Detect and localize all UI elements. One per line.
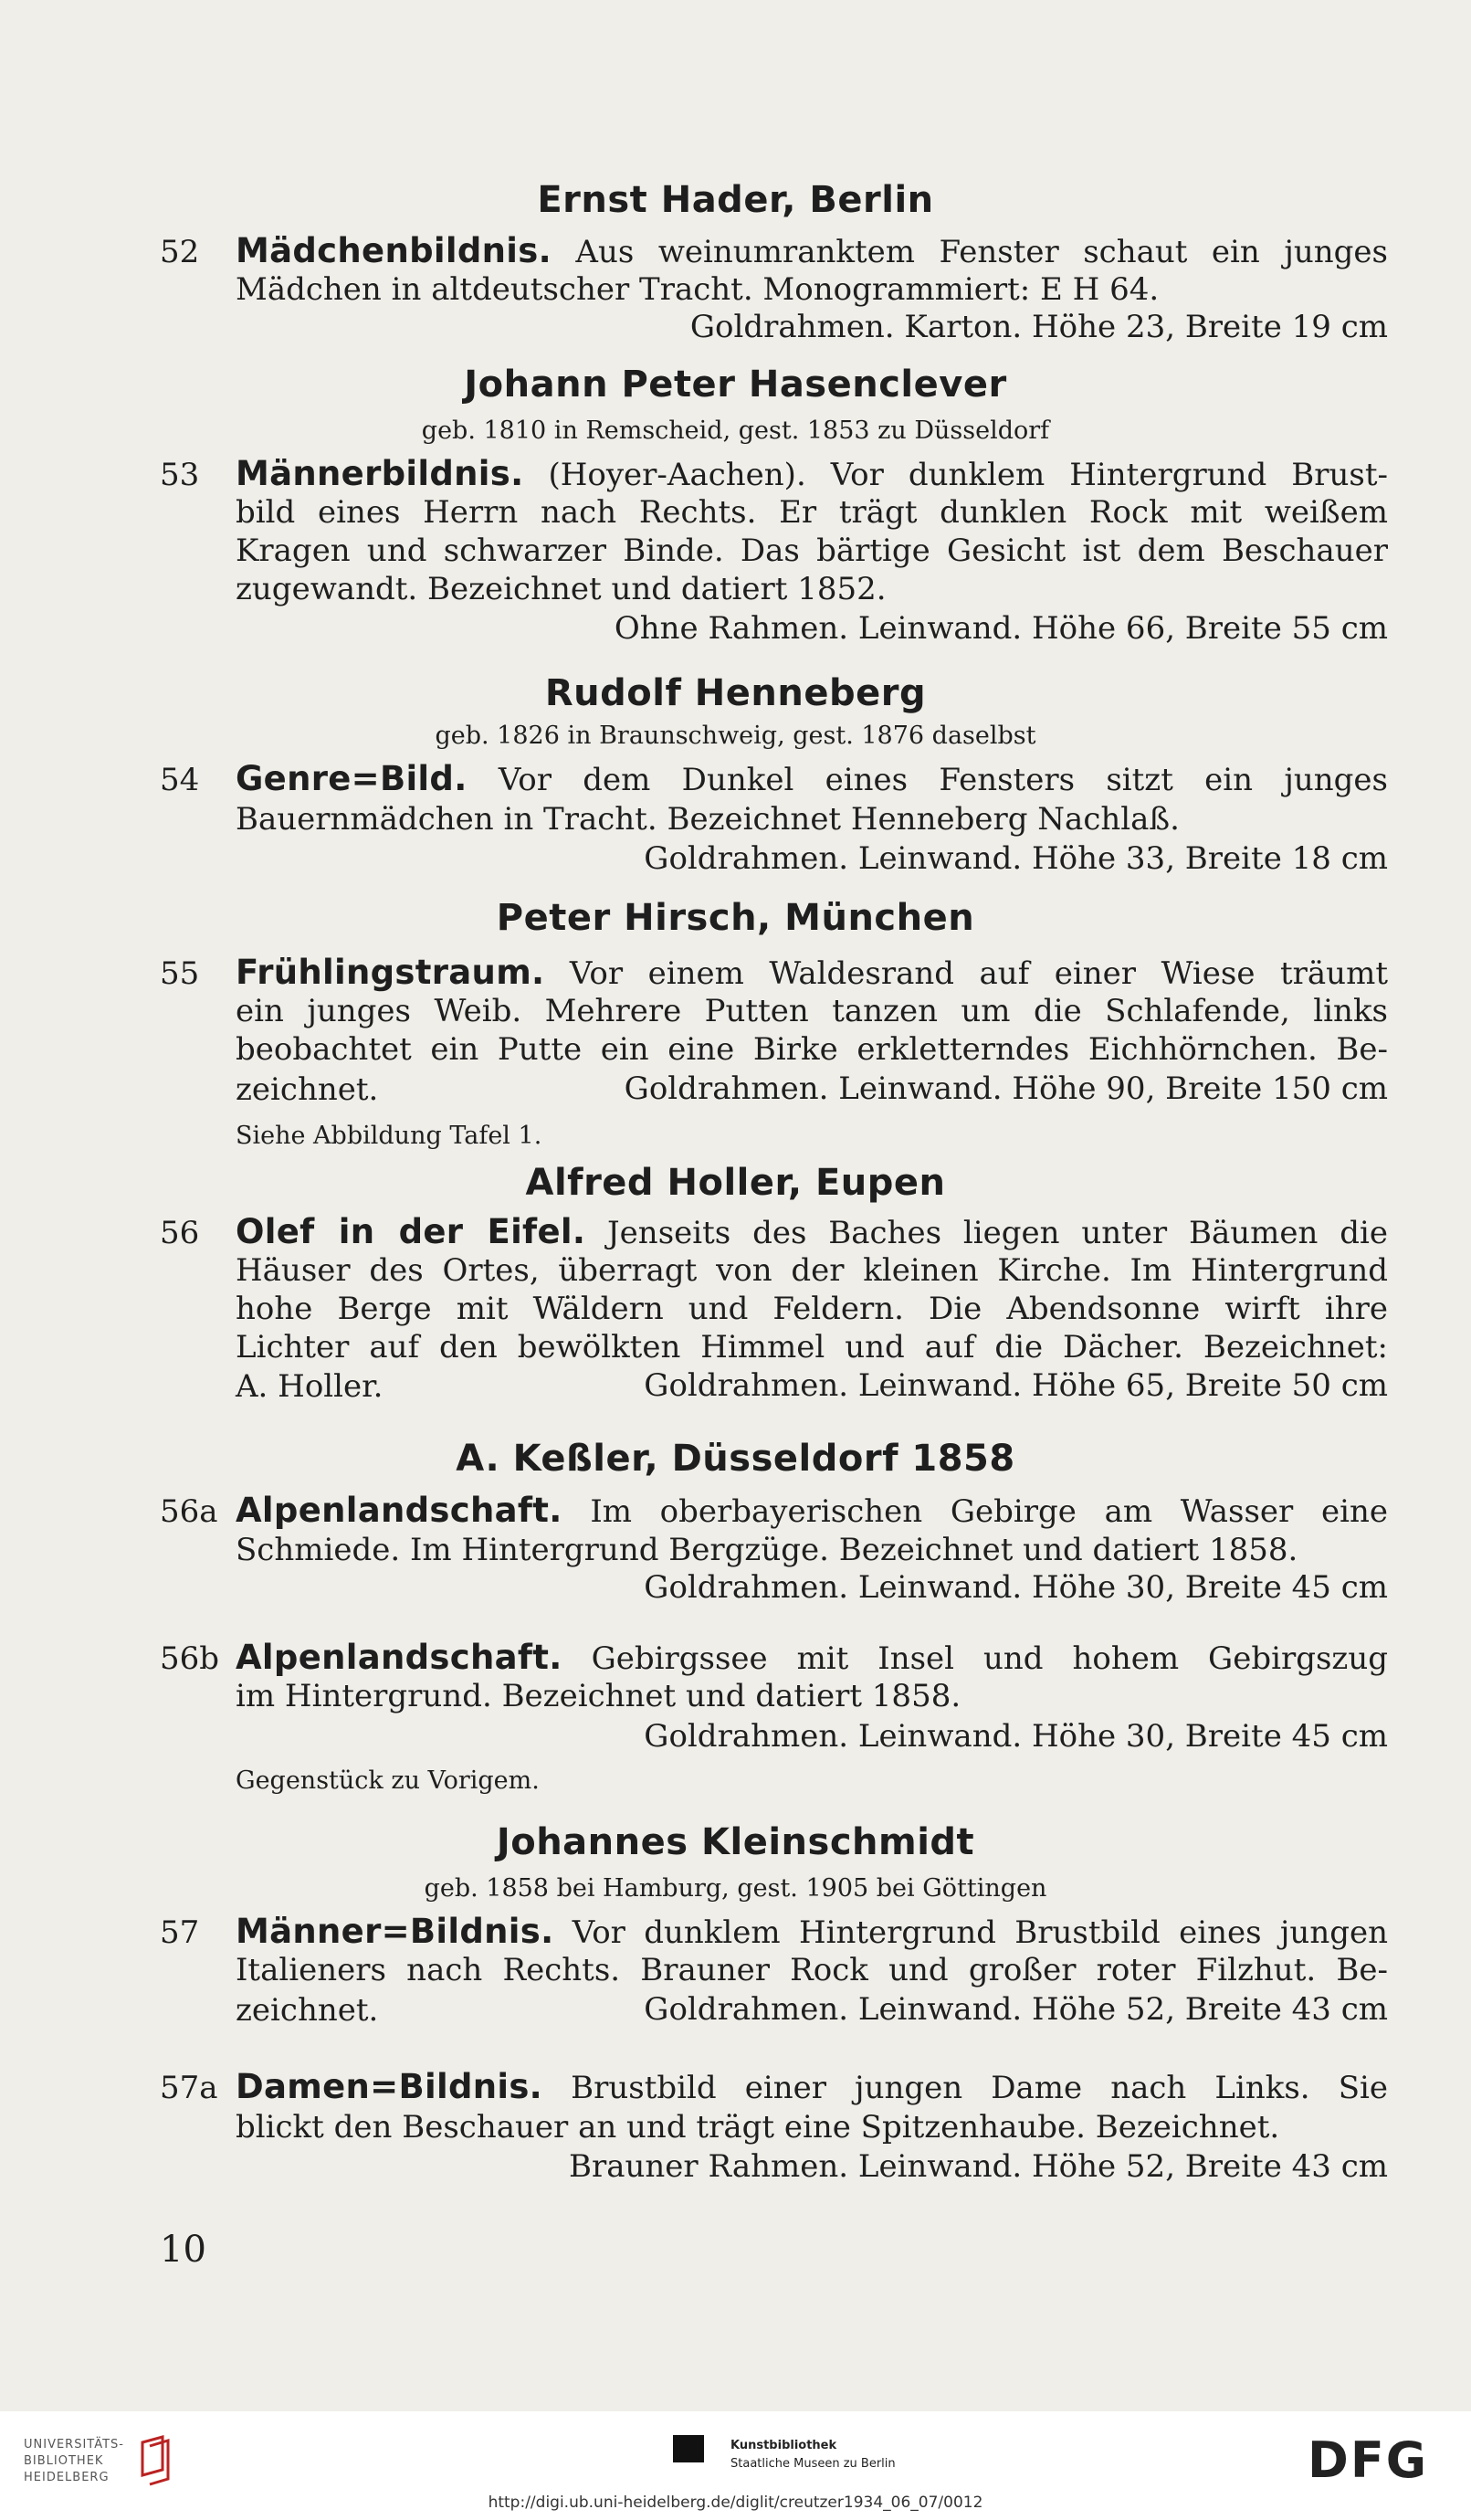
artist-heading: Rudolf Henneberg bbox=[544, 672, 927, 714]
lot-first-line: Alpenlandschaft. Gebirgssee mit Insel und hohem Gebirgszug bbox=[236, 1638, 1388, 1677]
lot-first-line: Genre=Bild. Vor dem Dunkel eines Fensters sitzt ein junges bbox=[236, 759, 1388, 798]
lot-number: 54 bbox=[160, 762, 200, 798]
kunstbibliothek-logo-icon bbox=[673, 2435, 704, 2462]
lot-title: Alpenlandschaft. bbox=[236, 1491, 562, 1530]
artist-heading: Johannes Kleinschmidt bbox=[496, 1821, 975, 1863]
lot-details: Goldrahmen. Leinwand. Höhe 52, Breite 43 cm bbox=[644, 1991, 1388, 2028]
lot-first-line: Damen=Bildnis. Brustbild einer jungen Dame nach Links. Sie bbox=[236, 2067, 1388, 2106]
page-url[interactable]: http://digi.ub.uni-heidelberg.de/diglit/creutzer1934_06_07/0012 bbox=[488, 2494, 983, 2512]
lot-text-line: zeichnet. bbox=[236, 1071, 379, 1108]
lot-number: 57 bbox=[160, 1914, 200, 1951]
lot-title: Frühlingstraum. bbox=[236, 953, 545, 992]
kunstbibliothek-name: Kunstbibliothek Staatliche Museen zu Berlin bbox=[730, 2439, 896, 2471]
lot-first-line: Alpenlandschaft. Im oberbayerischen Gebirge am Wasser eine bbox=[236, 1491, 1388, 1530]
lot-text-line: beobachtet ein Putte ein eine Birke erkletterndes Eichhörnchen. Be- bbox=[236, 1031, 1388, 1068]
lot-text-line: hohe Berge mit Wäldern und Feldern. Die Abendsonne wirft ihre bbox=[236, 1291, 1388, 1327]
artist-heading: Peter Hirsch, München bbox=[496, 897, 975, 939]
lot-text-line: A. Holler. bbox=[236, 1368, 384, 1405]
lot-title: Olef in der Eifel. bbox=[236, 1212, 586, 1251]
lot-title: Mädchenbildnis. bbox=[236, 231, 552, 270]
lot-text-line: Häuser des Ortes, überragt von der kleinen Kirche. Im Hintergrund bbox=[236, 1252, 1388, 1289]
lot-details: Goldrahmen. Leinwand. Höhe 65, Breite 50 cm bbox=[644, 1367, 1388, 1404]
artist-heading: Alfred Holler, Eupen bbox=[525, 1162, 946, 1204]
artist-heading: A. Keßler, Düsseldorf 1858 bbox=[456, 1438, 1015, 1480]
lot-note: Siehe Abbildung Tafel 1. bbox=[236, 1122, 542, 1150]
lot-text-line: Kragen und schwarzer Binde. Das bärtige Gesicht ist dem Beschauer bbox=[236, 532, 1388, 569]
lot-details: Goldrahmen. Leinwand. Höhe 30, Breite 45 cm bbox=[644, 1569, 1388, 1606]
artist-bio: geb. 1826 in Braunschweig, gest. 1876 daselbst bbox=[435, 722, 1036, 750]
lot-details: Goldrahmen. Leinwand. Höhe 90, Breite 150 cm bbox=[624, 1070, 1388, 1107]
lot-number: 56 bbox=[160, 1215, 200, 1251]
lot-title: Männer=Bildnis. bbox=[236, 1912, 554, 1951]
lot-details: Goldrahmen. Karton. Höhe 23, Breite 19 cm bbox=[689, 309, 1388, 345]
lot-first-line: Männer=Bildnis. Vor dunklem Hintergrund Brustbild eines jungen bbox=[236, 1912, 1389, 1951]
lot-text-line: bild eines Herrn nach Rechts. Er trägt dunklen Rock mit weißem bbox=[236, 494, 1388, 531]
lot-details: Brauner Rahmen. Leinwand. Höhe 52, Breite 43 cm bbox=[568, 2148, 1388, 2185]
lot-title: Männerbildnis. bbox=[236, 454, 524, 493]
lot-number: 56b bbox=[160, 1640, 220, 1677]
lot-note: Gegenstück zu Vorigem. bbox=[236, 1766, 540, 1795]
library-logo-icon bbox=[137, 2433, 173, 2486]
artist-bio: geb. 1858 bei Hamburg, gest. 1905 bei Göttingen bbox=[424, 1874, 1047, 1903]
lot-title: Genre=Bild. bbox=[236, 759, 468, 798]
dfg-logo: DFG bbox=[1308, 2431, 1429, 2489]
lot-number: 52 bbox=[160, 234, 200, 270]
lot-first-line: Olef in der Eifel. Jenseits des Baches liegen unter Bäumen die bbox=[236, 1212, 1389, 1251]
lot-text-line: ein junges Weib. Mehrere Putten tanzen um die Schlafende, links bbox=[236, 993, 1388, 1029]
lot-text-line: Bauernmädchen in Tracht. Bezeichnet Henneberg Nachlaß. bbox=[236, 801, 1180, 838]
lot-text-line: im Hintergrund. Bezeichnet und datiert 1858. bbox=[236, 1678, 961, 1714]
page-number: 10 bbox=[160, 2229, 206, 2271]
lot-number: 56a bbox=[160, 1493, 218, 1530]
lot-title: Alpenlandschaft. bbox=[236, 1638, 562, 1677]
artist-bio: geb. 1810 in Remscheid, gest. 1853 zu Düsseldorf bbox=[421, 416, 1050, 445]
lot-details: Goldrahmen. Leinwand. Höhe 33, Breite 18 cm bbox=[644, 840, 1388, 877]
lot-first-line: Männerbildnis. (Hoyer-Aachen). Vor dunklem Hintergrund Brust- bbox=[236, 454, 1388, 493]
lot-number: 53 bbox=[160, 457, 200, 493]
lot-text-line: Mädchen in altdeutscher Tracht. Monogrammiert: E H 64. bbox=[236, 271, 1160, 308]
footer-bar bbox=[0, 2411, 1471, 2520]
lot-text-line: zugewandt. Bezeichnet und datiert 1852. bbox=[236, 571, 887, 607]
lot-text-line: blickt den Beschauer an und trägt eine Spitzenhaube. Bezeichnet. bbox=[236, 2109, 1280, 2146]
lot-text-line: zeichnet. bbox=[236, 1992, 379, 2029]
lot-details: Goldrahmen. Leinwand. Höhe 30, Breite 45 cm bbox=[644, 1718, 1388, 1755]
lot-title: Damen=Bildnis. bbox=[236, 2067, 543, 2106]
lot-text-line: Lichter auf den bewölkten Himmel und auf die Dächer. Bezeichnet: bbox=[236, 1329, 1388, 1365]
lot-text-line: Italieners nach Rechts. Brauner Rock und großer roter Filzhut. Be- bbox=[236, 1952, 1388, 1988]
artist-heading: Ernst Hader, Berlin bbox=[537, 179, 934, 221]
lot-first-line: Mädchenbildnis. Aus weinumranktem Fenster schaut ein junges bbox=[236, 231, 1388, 270]
lot-first-line: Frühlingstraum. Vor einem Waldesrand auf einer Wiese träumt bbox=[236, 953, 1388, 992]
lot-number: 55 bbox=[160, 955, 200, 992]
lot-number: 57a bbox=[160, 2070, 218, 2106]
lot-details: Ohne Rahmen. Leinwand. Höhe 66, Breite 55 cm bbox=[614, 610, 1388, 647]
library-name: UNIVERSITÄTS- BIBLIOTHEK HEIDELBERG bbox=[24, 2438, 124, 2484]
lot-text-line: Schmiede. Im Hintergrund Bergzüge. Bezeichnet und datiert 1858. bbox=[236, 1532, 1298, 1568]
artist-heading: Johann Peter Hasenclever bbox=[464, 364, 1007, 406]
